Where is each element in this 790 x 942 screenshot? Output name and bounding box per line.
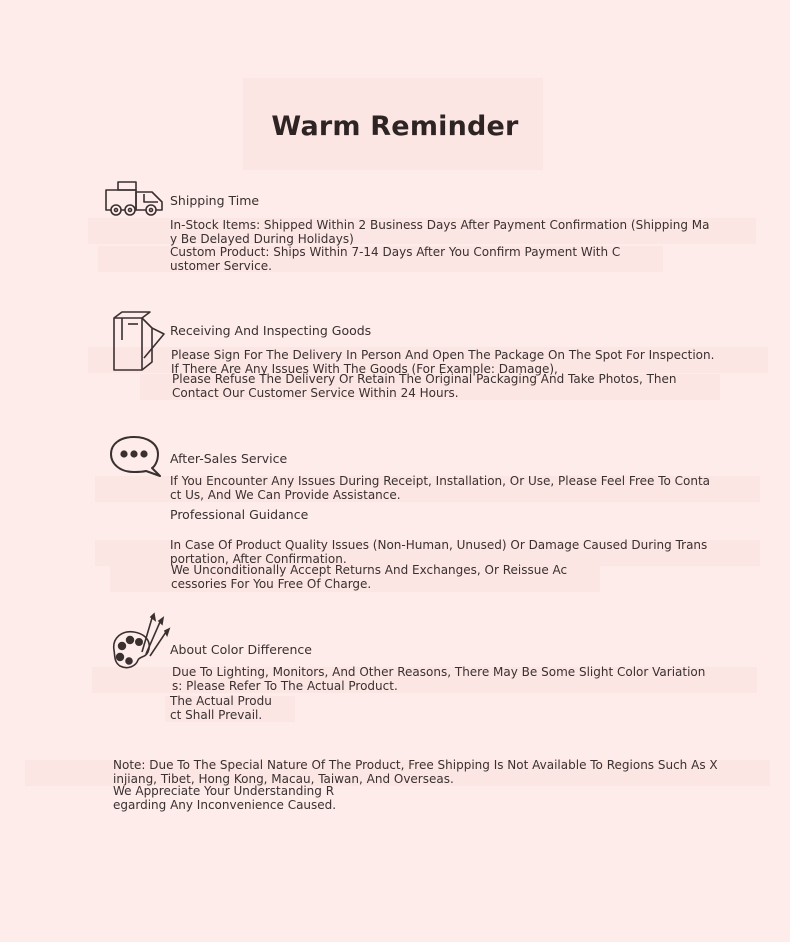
color-line-2: The Actual Produ ct Shall Prevail.: [170, 694, 272, 722]
palette-icon: [108, 612, 172, 676]
box-icon: [108, 310, 170, 372]
page-title: Warm Reminder: [271, 111, 519, 142]
color-line-1: Due To Lighting, Monitors, And Other Reasons, There May Be Some Slight Color Variation s: Please Refer To The Actual Product.: [172, 665, 706, 693]
color-heading: About Color Difference: [170, 642, 312, 657]
shipping-line-2: Custom Product: Ships Within 7-14 Days After You Confirm Payment With C ustomer Service.: [170, 245, 621, 273]
receiving-line-2: Please Refuse The Delivery Or Retain The Original Packaging And Take Photos, Then Contact Our Customer Service Within 24 Hours.: [172, 372, 677, 400]
aftersales-heading: After-Sales Service: [170, 451, 288, 466]
note-line-1: Note: Due To The Special Nature Of The Product, Free Shipping Is Not Available To Regions Such As X injiang, Tibet, Hong Kong, Macau, Taiwan, And Overseas.: [113, 758, 718, 786]
aftersales-line-3: We Unconditionally Accept Returns And Exchanges, Or Reissue Ac cessories For You Free Of Charge.: [171, 563, 568, 591]
truck-icon: [104, 180, 168, 218]
aftersales-line-1: If You Encounter Any Issues During Receipt, Installation, Or Use, Please Feel Free To Conta ct Us, And We Can Provide Assistance.: [170, 474, 711, 502]
speech-bubble-icon: [108, 434, 164, 480]
receiving-line-1: Please Sign For The Delivery In Person And Open The Package On The Spot For Inspection. If There Are Any Issues With The Goods (For Example: Damage),: [171, 348, 715, 376]
shipping-heading: Shipping Time: [170, 193, 260, 208]
note-line-2: We Appreciate Your Understanding R egarding Any Inconvenience Caused.: [113, 784, 337, 812]
professional-guidance-heading: Professional Guidance: [170, 507, 309, 522]
aftersales-line-2: In Case Of Product Quality Issues (Non-Human, Unused) Or Damage Caused During Trans portation, After Confirmation.: [170, 538, 708, 566]
shipping-line-1: In-Stock Items: Shipped Within 2 Business Days After Payment Confirmation (Shipping Ma y Be Delayed During Holidays): [170, 218, 710, 246]
receiving-heading: Receiving And Inspecting Goods: [170, 323, 372, 338]
